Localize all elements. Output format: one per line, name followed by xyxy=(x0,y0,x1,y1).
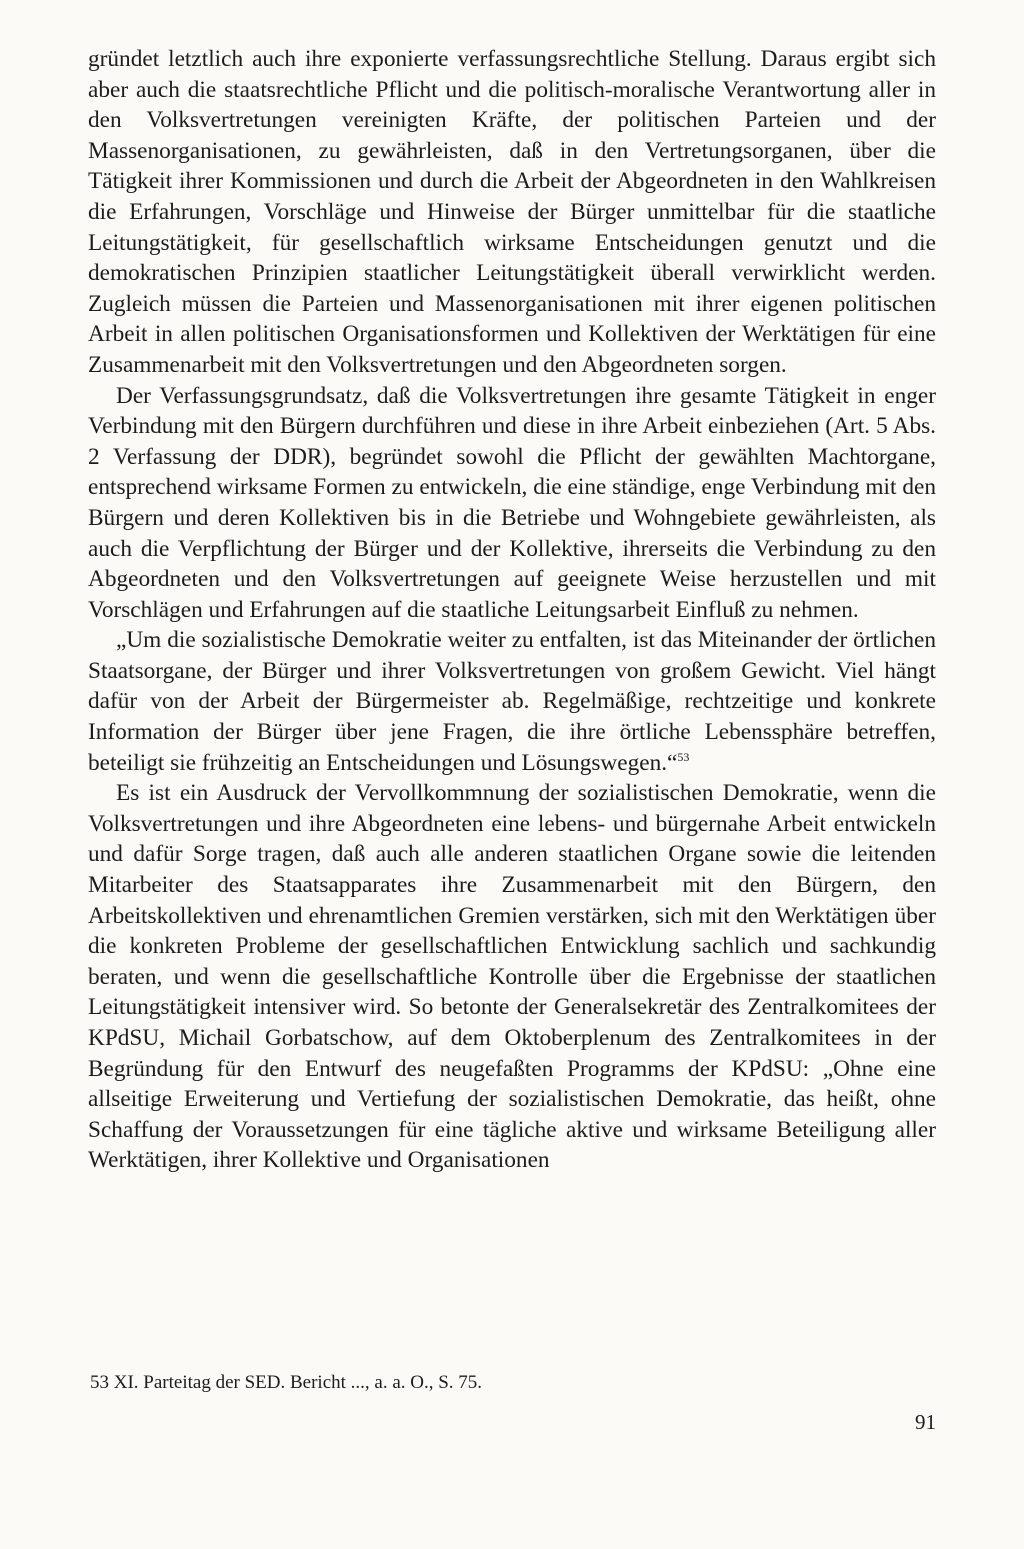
body-text xyxy=(88,44,936,1176)
paragraph: gründet letztlich auch ihre exponierte verfassungsrechtliche Stellung. Daraus ergibt sich aber auch die staatsrechtliche Pflicht und die politisch-moralische Verantwortung aller in den Volksvertretungen vereinigten Kräfte, der politischen Parteien und der Massenorganisationen, zu gewährleisten, daß in den Vertretungsorganen, über die Tätigkeit ihrer Kommissionen und durch die Arbeit der Abgeordneten in den Wahlkreisen die Erfahrungen, Vorschläge und Hinweise der Bürger unmittelbar für die staatliche Leitungstätigkeit, für gesellschaftlich wirksame Entscheidungen genutzt und die demokratischen Prinzipien staatlicher Leitungstätigkeit überall verwirklicht werden. Zugleich müssen die Parteien und Massenorganisationen mit ihrer eigenen politischen Arbeit in allen politischen Organisationsformen und Kollektiven der Werktätigen für eine Zusammenarbeit mit den Volksvertretungen und den Abgeordneten sorgen. xyxy=(88,46,936,378)
quote-paragraph xyxy=(88,625,936,778)
footnote: 53 XI. Parteitag der SED. Bericht ..., a. a. O., S. 75. xyxy=(90,1372,483,1393)
paragraph: Der Verfassungsgrundsatz, daß die Volksvertretungen ihre gesamte Tätigkeit in enger Verbindung mit den Bürgern durchführen und diese in ihre Arbeit einbeziehen (Art. 5 Abs. 2 Verfassung der DDR), begründet sowohl die Pflicht der gewählten Machtorgane, entsprechend wirksame Formen zu entwickeln, die eine ständige, enge Verbindung mit den Bürgern und deren Kollektiven bis in die Betriebe und Wohngebiete gewährleisten, als auch die Verpflichtung der Bürger und der Kollektive, ihrerseits die Verbindung zu den Abgeordneten und den Volksvertretungen auf geeignete Weise herzustellen und mit Vorschlägen und Erfahrungen auf die staatliche Leitungsarbeit Einfluß zu nehmen. xyxy=(88,382,936,623)
quote-text: „Um die sozialistische Demokratie weiter zu entfalten, ist das Miteinander der örtlichen Staatsorgane, der Bürger und ihrer Volksvertretungen von großem Gewicht. Viel hängt dafür von der Arbeit der Bürgermeister ab. Regelmäßige, rechtzeitige und konkrete Information der Bürger über jene Fragen, die ihre örtliche Lebenssphäre betreffen, beteiligt sie frühzeitig an Entscheidungen und Lösungswegen.“ xyxy=(88,627,936,776)
footnote-reference: 53 xyxy=(677,749,690,764)
paragraph: Es ist ein Ausdruck der Vervollkommnung der sozialistischen Demokratie, wenn die Volksvertretungen und ihre Abgeordneten eine lebens- und bürgernahe Arbeit entwickeln und dafür Sorge tragen, daß auch alle anderen staatlichen Organe sowie die leitenden Mitarbeiter des Staatsapparates ihre Zusammenarbeit mit den Bürgern, den Arbeitskollektiven und ehrenamtlichen Gremien verstärken, sich mit den Werktätigen über die konkreten Probleme der gesellschaftlichen Entwicklung sachlich und sachkundig beraten, und wenn die gesellschaftliche Kontrolle über die Ergebnisse der staatlichen Leitungstätigkeit intensiver wird. So betonte der Generalsekretär des Zentralkomitees der KPdSU, Michail Gorbatschow, auf dem Oktoberplenum des Zentralkomitees in der Begründung für den Entwurf des neugefaßten Programms der KPdSU: „Ohne eine allseitige Erweiterung und Vertiefung der sozialistischen Demokratie, das heißt, ohne Schaffung der Voraussetzungen für eine tägliche aktive und wirksame Beteiligung aller Werktätigen, ihrer Kollektive und Organisationen xyxy=(88,780,936,1174)
page-number: 91 xyxy=(915,1410,936,1434)
